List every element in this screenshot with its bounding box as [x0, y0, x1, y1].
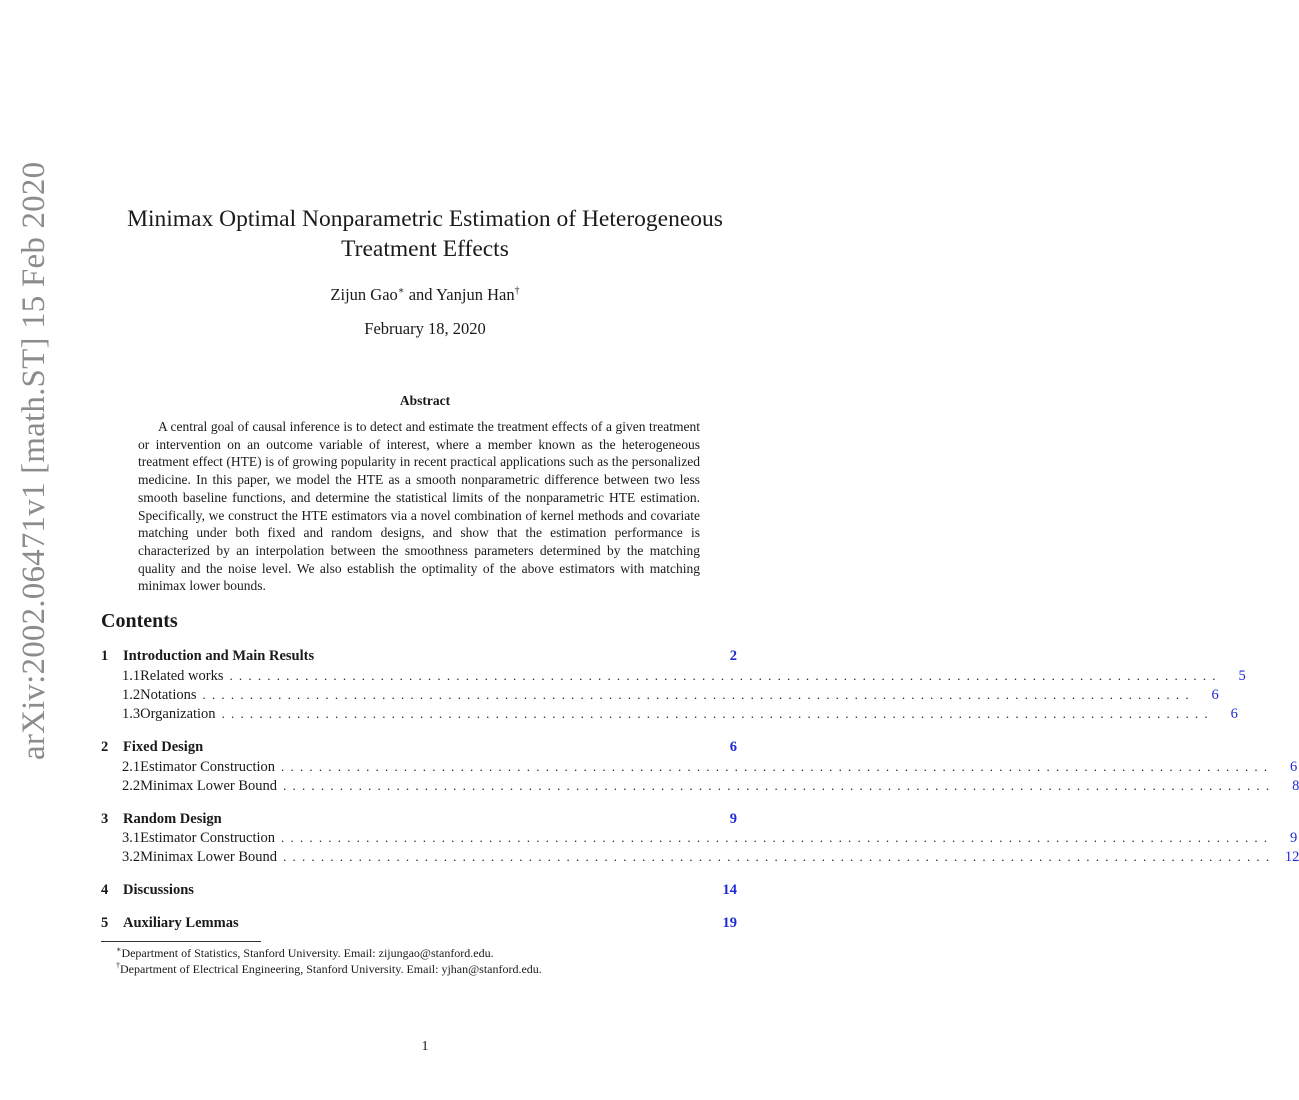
toc-title: Fixed Design [123, 739, 204, 755]
title-line-2: Treatment Effects [341, 236, 509, 262]
footnote [116, 962, 542, 977]
toc-page-link[interactable]: 6 [1211, 687, 1219, 703]
toc-dot-leader: ......................................................................................................... [221, 706, 1214, 721]
author-name: Zijun Gao [330, 285, 398, 304]
toc-title: Discussions [123, 882, 194, 898]
toc-dot-leader: ......................................................................................................... [281, 759, 1274, 774]
toc-entry-section-5[interactable] [101, 915, 737, 932]
toc-page-link[interactable]: 9 [1290, 830, 1298, 846]
toc-dot-leader: ......................................................................................................... [283, 849, 1276, 864]
arxiv-identifier-stamp: arXiv:2002.06471v1 [math.ST] 15 Feb 2020 [16, 161, 52, 760]
paper-title [90, 204, 760, 264]
toc-title: Minimax Lower Bound [140, 778, 278, 794]
toc-entry-section-3[interactable] [101, 811, 737, 828]
toc-title: Notations [140, 687, 197, 703]
toc-number: 2.2 [122, 778, 141, 794]
toc-page-link[interactable]: 9 [729, 811, 737, 827]
toc-entry-subsection[interactable] [101, 687, 1219, 704]
toc-title: Estimator Construction [140, 759, 276, 775]
toc-entry-section-4[interactable] [101, 882, 737, 899]
toc-entry-subsection[interactable] [101, 668, 1246, 685]
footnote [116, 946, 494, 961]
toc-number: 5 [101, 915, 109, 931]
toc-title: Random Design [123, 811, 222, 827]
toc-page-link[interactable]: 19 [722, 915, 737, 931]
toc-title: Related works [140, 668, 224, 684]
abstract-body: A central goal of causal inference is to detect and estimate the treatment effects of a given treatment or intervention on an outcome variable of interest, where a member known as the heterogeneous treatment effect (HTE) is of growing popularity in recent practical applications such as the personalized medicine. In this paper, we model the HTE as a smooth nonparametric difference between two less smooth baseline functions, and determine the statistical limits of the nonparametric HTE estimation. Specifically, we construct the HTE estimators via a novel combination of kernel methods and covariate matching under both fixed and random designs, and show that the estimation performance is characterized by an interpolation between the smoothness parameters determined by the matching quality and the noise level. We also establish the optimality of the above estimators with matching minimax lower bounds. [138, 419, 700, 594]
abstract-heading: Abstract [399, 393, 451, 408]
toc-number: 1 [101, 648, 109, 664]
toc-number: 2.1 [122, 759, 141, 775]
footnote-mark: † [116, 961, 120, 970]
page-number: 1 [421, 1039, 429, 1054]
toc-number: 3.1 [122, 830, 141, 846]
toc-number: 4 [101, 882, 109, 898]
toc-entry-subsection[interactable] [101, 849, 1299, 866]
toc-page-link[interactable]: 8 [1292, 778, 1299, 794]
author-name: Yanjun Han [436, 285, 515, 304]
toc-entry-section-1[interactable] [101, 648, 737, 665]
toc-title: Estimator Construction [140, 830, 276, 846]
toc-page-link[interactable]: 12 [1284, 849, 1299, 865]
title-line-1: Minimax Optimal Nonparametric Estimation of Heterogeneous [127, 206, 723, 232]
toc-number: 3 [101, 811, 109, 827]
toc-page-link[interactable]: 6 [1230, 706, 1238, 722]
toc-entry-section-2[interactable] [101, 739, 737, 756]
toc-page-link[interactable]: 2 [729, 648, 737, 664]
footnote-text: Department of Statistics, Stanford University. Email: zijungao@stanford.edu. [121, 946, 494, 960]
footnote-divider [101, 941, 261, 942]
toc-dot-leader: ......................................................................................................... [229, 668, 1222, 683]
toc-entry-subsection[interactable] [101, 706, 1238, 723]
footnote-mark: ∗ [116, 945, 122, 954]
toc-entry-subsection[interactable] [101, 830, 1298, 847]
toc-number: 1.1 [122, 668, 141, 684]
toc-number: 3.2 [122, 849, 141, 865]
author-list [90, 285, 760, 305]
toc-page-link[interactable]: 14 [722, 882, 737, 898]
paper-date: February 18, 2020 [364, 319, 486, 338]
toc-dot-leader: ......................................................................................................... [202, 687, 1195, 702]
toc-page-link[interactable]: 6 [729, 739, 737, 755]
contents-heading: Contents [101, 610, 178, 632]
toc-dot-leader: ......................................................................................................... [281, 830, 1274, 845]
toc-title: Minimax Lower Bound [140, 849, 278, 865]
footnote-text: Department of Electrical Engineering, Stanford University. Email: yjhan@stanford.edu. [120, 962, 542, 976]
toc-number: 1.2 [122, 687, 141, 703]
footnote-mark: † [514, 285, 520, 297]
toc-page-link[interactable]: 6 [1290, 759, 1298, 775]
toc-title: Introduction and Main Results [123, 648, 315, 664]
toc-entry-subsection[interactable] [101, 778, 1299, 795]
author-joiner: and [404, 285, 437, 304]
toc-page-link[interactable]: 5 [1238, 668, 1246, 684]
toc-entry-subsection[interactable] [101, 759, 1298, 776]
toc-title: Auxiliary Lemmas [123, 915, 239, 931]
toc-dot-leader: ......................................................................................................... [283, 778, 1276, 793]
toc-title: Organization [140, 706, 216, 722]
toc-number: 1.3 [122, 706, 141, 722]
footnote-mark: ∗ [397, 285, 405, 297]
toc-number: 2 [101, 739, 109, 755]
